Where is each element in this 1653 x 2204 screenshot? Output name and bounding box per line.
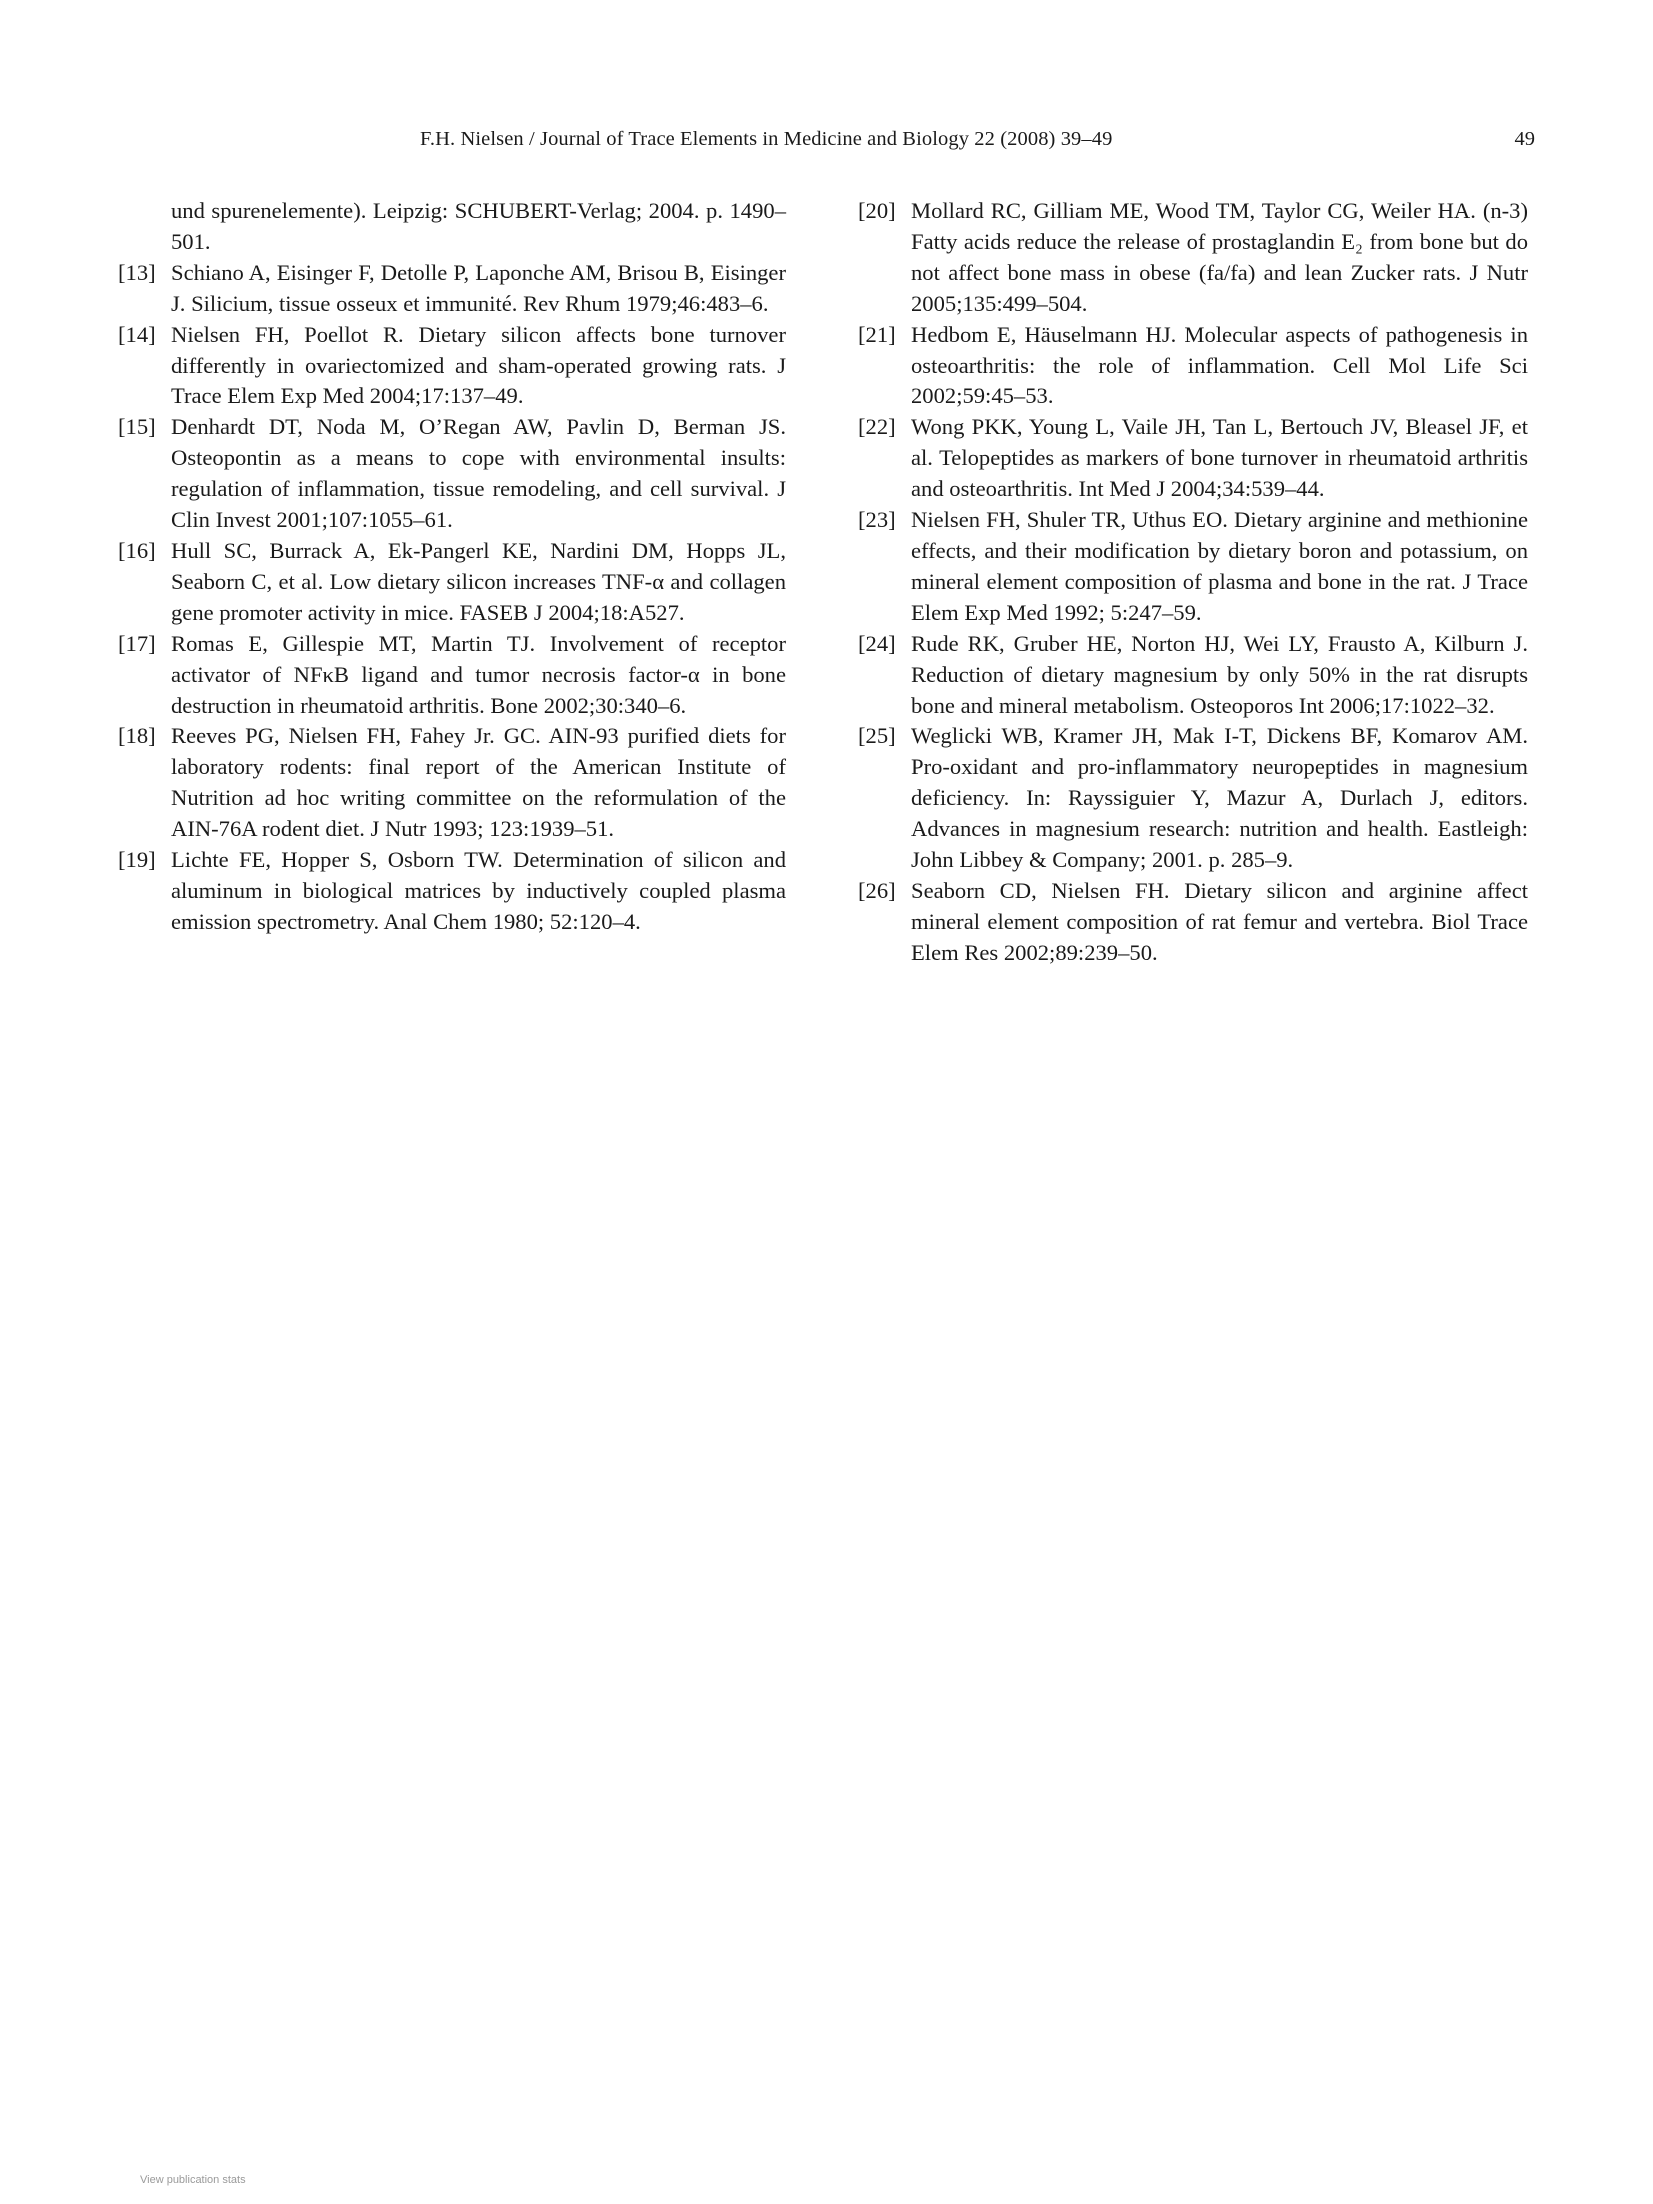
reference-text: Hedbom E, Häuselmann HJ. Molecular aspects of pathogenesis in osteoarthritis: the role of inflammation. Cell Mol Life Sci 2002;59:45–53. [911,321,1528,409]
reference-item [118,412,786,536]
reference-item [118,320,786,413]
reference-number: [15] [118,414,156,440]
reference-number: [23] [858,507,896,533]
reference-item [118,258,786,320]
reference-item [858,505,1528,629]
reference-item [118,721,786,845]
reference-text: und spurenelemente). Leipzig: SCHUBERT-Verlag; 2004. p. 1490–501. [171,198,786,254]
reference-item [858,721,1528,876]
reference-item [858,320,1528,413]
reference-text: Schiano A, Eisinger F, Detolle P, Laponche AM, Brisou B, Eisinger J. Silicium, tissue osseux et immunité. Rev Rhum 1979;46:483–6. [171,259,786,316]
reference-item [118,536,786,629]
reference-text: Romas E, Gillespie MT, Martin TJ. Involvement of receptor activator of NFκB ligand and tumor necrosis factor-α in bone destruction in rheumatoid arthritis. Bone 2002;30:340–6. [171,630,786,718]
reference-number: [18] [118,723,156,749]
references-right-column [858,196,1528,969]
reference-item [118,845,786,938]
reference-text: Reeves PG, Nielsen FH, Fahey Jr. GC. AIN-93 purified diets for laboratory rodents: final report of the American Institute of Nutrition ad hoc writing committee on the reformulation of the AIN-76A rodent diet. J Nutr 1993; 123:1939–51. [171,723,786,842]
references-left-column [118,196,786,938]
reference-number: [21] [858,321,896,347]
reference-number: [14] [118,321,156,347]
reference-number: [26] [858,877,896,903]
reference-item [858,412,1528,505]
reference-number: [22] [858,414,896,440]
reference-text: Lichte FE, Hopper S, Osborn TW. Determination of silicon and aluminum in biological matrices by inductively coupled plasma emission spectrometry. Anal Chem 1980; 52:120–4. [171,847,786,934]
reference-text: Hull SC, Burrack A, Ek-Pangerl KE, Nardini DM, Hopps JL, Seaborn C, et al. Low dietary silicon increases TNF-α and collagen gene promoter activity in mice. FASEB J 2004;18:A527. [171,537,786,625]
reference-text: Nielsen FH, Shuler TR, Uthus EO. Dietary arginine and methionine effects, and their modification by dietary boron and potassium, on mineral element composition of plasma and bone in the rat. J Trace Elem Exp Med 1992; 5:247–59. [911,507,1528,625]
reference-text: Wong PKK, Young L, Vaile JH, Tan L, Bertouch JV, Bleasel JF, et al. Telopeptides as markers of bone turnover in rheumatoid arthritis and osteoarthritis. Int Med J 2004;34:539–44. [911,414,1528,502]
reference-text: Rude RK, Gruber HE, Norton HJ, Wei LY, Frausto A, Kilburn J. Reduction of dietary magnesium by only 50% in the rat disrupts bone and mineral metabolism. Osteoporos Int 2006;17:1022–32. [911,630,1528,718]
reference-number: [25] [858,723,896,749]
reference-number: [19] [118,847,156,873]
view-publication-stats-link[interactable]: View publication stats [140,2174,246,2186]
reference-text: Seaborn CD, Nielsen FH. Dietary silicon and arginine affect mineral element composition of rat femur and vertebra. Biol Trace Elem Res 2002;89:239–50. [911,877,1528,965]
reference-text: Nielsen FH, Poellot R. Dietary silicon affects bone turnover differently in ovariectomized and sham-operated growing rats. J Trace Elem Exp Med 2004;17:137–49. [171,321,786,409]
reference-text: Denhardt DT, Noda M, O’Regan AW, Pavlin D, Berman JS. Osteopontin as a means to cope with environmental insults: regulation of inflammation, tissue remodeling, and cell survival. J Clin Invest 2001;107:1055–61. [171,414,786,533]
reference-text: Mollard RC, Gilliam ME, Wood TM, Taylor CG, Weiler HA. (n-3) Fatty acids reduce the release of prostaglandin E₂ from bone but do not affect bone mass in obese (fa/fa) and lean Zucker rats. J Nutr 2005;135:499–504. [911,198,1528,316]
reference-number: [13] [118,259,156,285]
reference-number: [17] [118,630,156,656]
reference-item [118,629,786,722]
reference-text: Weglicki WB, Kramer JH, Mak I-T, Dickens BF, Komarov AM. Pro-oxidant and pro-inflammatory neuropeptides in magnesium deficiency. In: Rayssiguier Y, Mazur A, Durlach J, editors. Advances in magnesium research: nutrition and health. Eastleigh: John Libbey & Company; 2001. p. 285–9. [911,723,1528,873]
reference-item [118,196,786,258]
reference-number: [24] [858,630,896,656]
reference-item [858,629,1528,722]
running-head: F.H. Nielsen / Journal of Trace Elements in Medicine and Biology 22 (2008) 39–49 [420,128,1113,150]
reference-number: [20] [858,198,896,223]
reference-item [858,196,1528,320]
reference-item [858,876,1528,969]
page-number: 49 [1514,128,1535,150]
reference-number: [16] [118,537,156,563]
